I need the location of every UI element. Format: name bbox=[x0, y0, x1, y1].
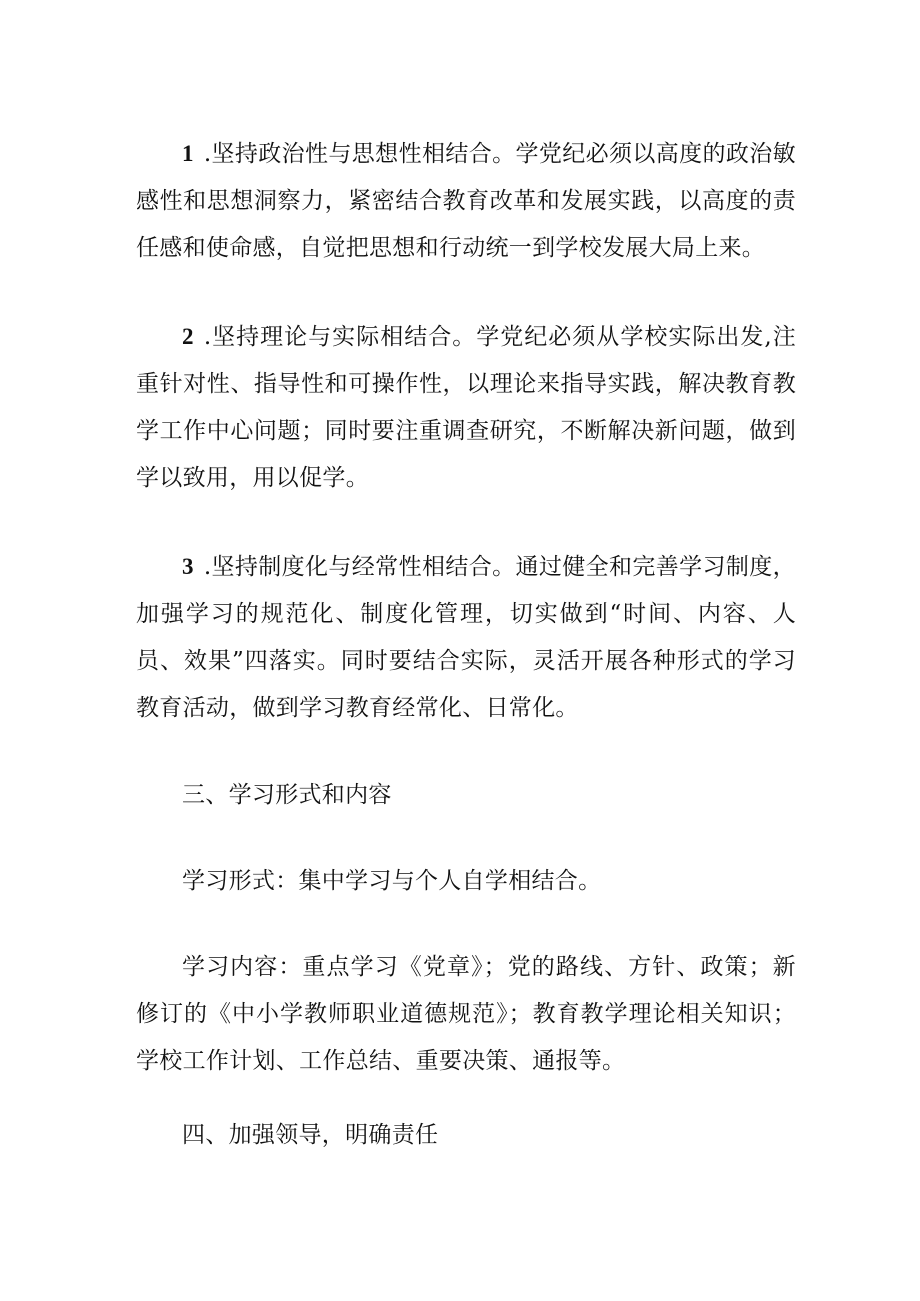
paragraph-study-form: 学习形式：集中学习与个人自学相结合。 bbox=[182, 868, 602, 894]
item-text: .坚持理论与实际相结合。学党纪必须从学校实际出发,注重针对性、指导性和可操作性，以理论来指导实践，解决教育教学工作中心问题；同时要注重调查研究，不断解决新问题，做到学以致用，用以促学。 bbox=[136, 324, 796, 491]
section-heading-3: 三、学习形式和内容 bbox=[182, 782, 392, 808]
paragraph-item-2 bbox=[136, 313, 796, 502]
paragraph-study-content: 学习内容：重点学习《党章》；党的路线、方针、政策；新修订的《中小学教师职业道德规范》；教育教学理论相关知识；学校工作计划、工作总结、重要决策、通报等。 bbox=[136, 954, 796, 1074]
item-number: 3 bbox=[182, 554, 194, 579]
item-number: 1 bbox=[182, 141, 194, 166]
item-text: .坚持制度化与经常性相结合。通过健全和完善学习制度，加强学习的规范化、制度化管理，切实做到“时间、内容、人员、效果”四落实。同时要结合实际，灵活开展各种形式的学习教育活动，做到学习教育经常化、日常化。 bbox=[136, 554, 796, 721]
item-text: .坚持政治性与思想性相结合。学党纪必须以高度的政治敏感性和思想洞察力，紧密结合教育改革和发展实践，以高度的责任感和使命感，自觉把思想和行动统一到学校发展大局上来。 bbox=[136, 141, 796, 261]
paragraph-item-3 bbox=[136, 543, 796, 732]
item-number: 2 bbox=[182, 324, 194, 349]
section-heading-4: 四、加强领导，明确责任 bbox=[182, 1122, 439, 1148]
paragraph-item-1 bbox=[136, 130, 796, 272]
